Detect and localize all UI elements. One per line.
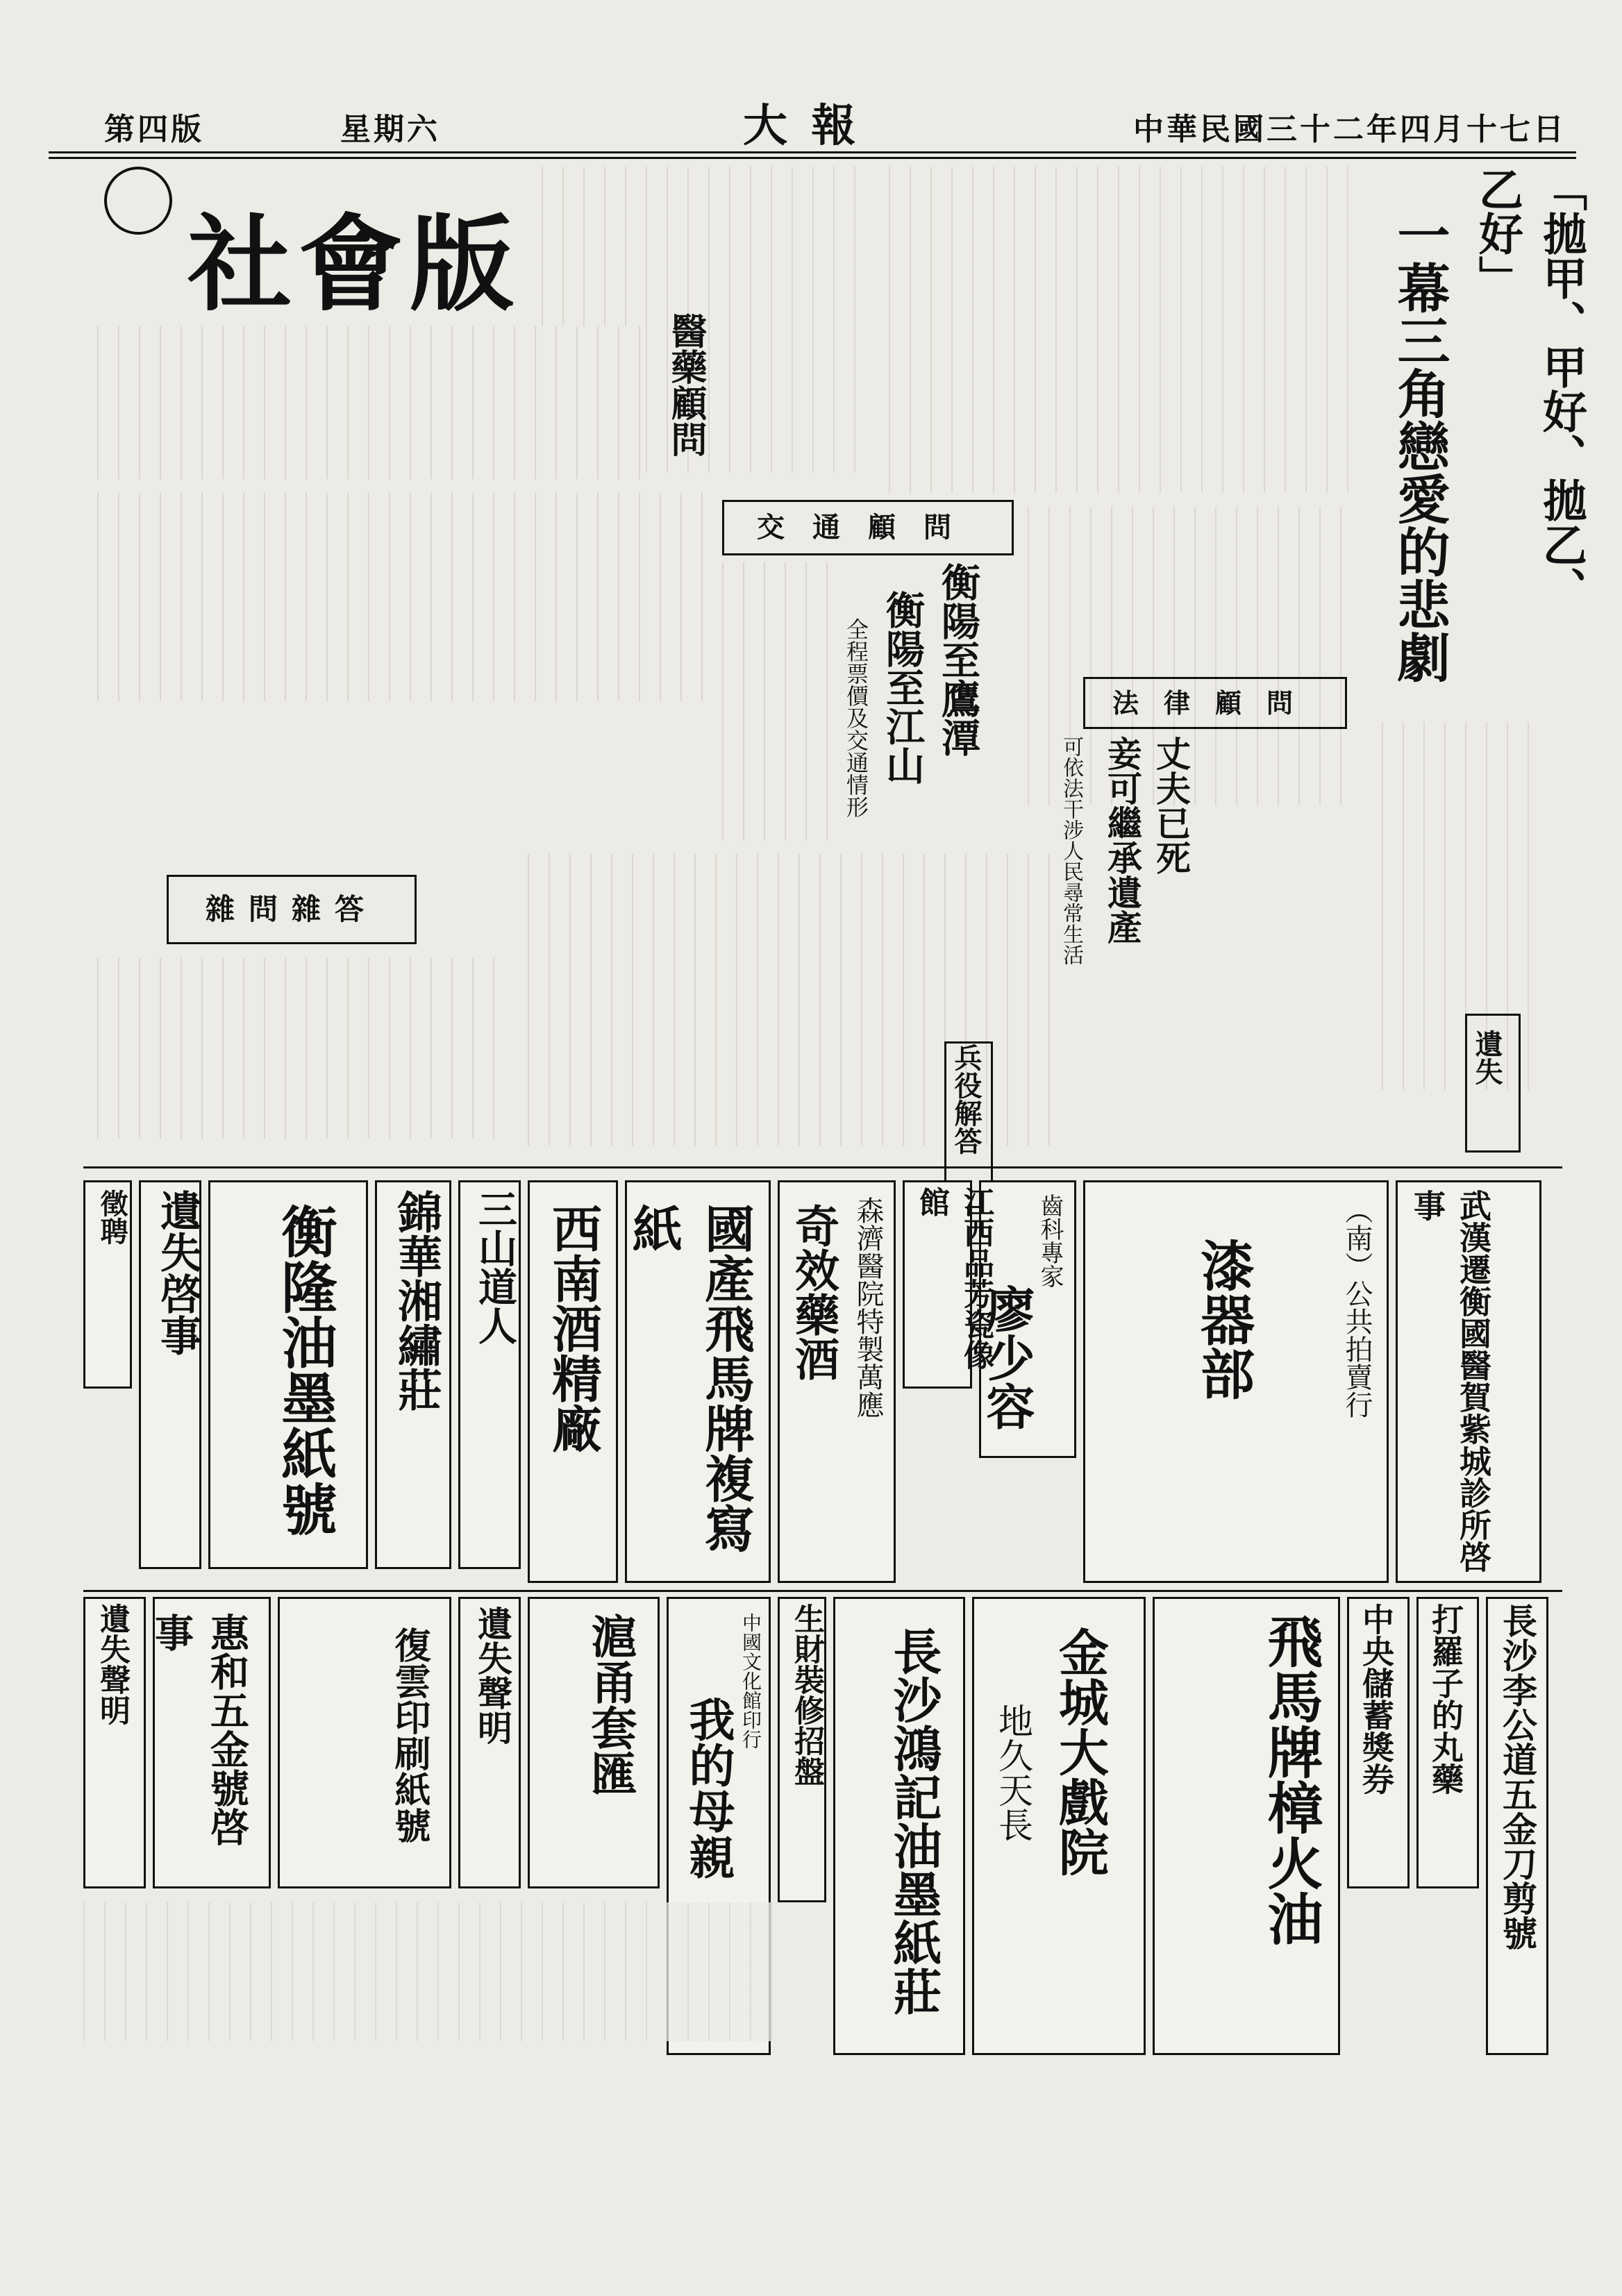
legal-headline-1 [1146, 736, 1196, 944]
ad-14 [1416, 1597, 1479, 1888]
masthead [0, 100, 1622, 152]
ad-11-title: 遺失啓事 [153, 1189, 202, 1356]
legal-headline-2 [1097, 736, 1147, 1000]
ad-9 [375, 1180, 451, 1569]
ad-23-title: 復雲印刷紙號 [388, 1627, 430, 1843]
ad-22-title: 遺失聲明 [472, 1606, 513, 1745]
section-title-text: 社會版 [187, 203, 521, 326]
main-article-body [889, 167, 1361, 493]
traffic-sub-text: 全程票價及交通情形 [843, 618, 869, 818]
legal-sub [1055, 736, 1086, 1028]
ads-mid-rule [83, 1590, 1562, 1592]
misc-qa-text: 雜問雜答 [205, 892, 378, 926]
ad-5 [778, 1180, 896, 1583]
masthead-rule [49, 151, 1576, 153]
main-headline-left [1465, 167, 1593, 611]
ad-20-line: 中國文化館印行 [739, 1613, 762, 1749]
ad-4 [903, 1180, 994, 1389]
main-headline-left-text: 「拋甲、甲好、拋乙、乙好」 [1471, 167, 1587, 611]
ad-16 [1153, 1597, 1340, 2055]
masthead-edition: 第四版 [104, 112, 204, 147]
ad-7-title: 西南酒精廠 [544, 1203, 603, 1453]
ad-9-title: 錦華湘繡莊 [390, 1189, 442, 1411]
misc-qa-body [97, 958, 514, 1139]
misc-qa-box [167, 875, 417, 944]
traffic-headline-2 [875, 590, 930, 812]
ad-25 [83, 1597, 146, 1888]
legal-consult-box [1083, 677, 1347, 729]
masthead-date: 中華民國三十二年四月十七日 [1133, 112, 1566, 147]
ad-13 [1486, 1597, 1548, 2055]
ads-top-rule [83, 1166, 1562, 1168]
traffic-headline-2-text: 衡陽至江山 [880, 590, 926, 785]
ad-10-title: 衡隆油墨紙號 [272, 1203, 337, 1536]
legal-consult-text: 法律顧問 [1112, 687, 1318, 719]
lost-items-box [1465, 1014, 1521, 1153]
ad-3-line: 齒科專家 [1036, 1193, 1064, 1288]
medical-consult-title [660, 312, 736, 479]
traffic-consult-box [722, 500, 1014, 555]
left-article-body [97, 493, 708, 701]
ad-17 [972, 1597, 1146, 2055]
traffic-body [722, 562, 833, 840]
ad-19 [778, 1597, 826, 1902]
masthead-rule-2 [49, 157, 1576, 159]
lost-items-text: 遺失 [1471, 1030, 1503, 1085]
ad-12 [83, 1180, 132, 1389]
ad-18 [833, 1597, 965, 2055]
ad-16-title: 飛馬牌樟火油 [1258, 1613, 1323, 1946]
ad-6 [625, 1180, 771, 1583]
ad-5-line: 森濟醫院特製萬應 [852, 1196, 884, 1418]
ad-13-title: 長沙李公道五金刀剪號 [1497, 1603, 1538, 1950]
legal-sub-text: 可依法干涉人民尋常生活 [1059, 736, 1083, 965]
traffic-sub [840, 618, 872, 840]
traffic-headline-1-text: 衡陽至鷹潭 [935, 562, 981, 757]
ad-11 [139, 1180, 201, 1569]
ad-14-title: 打羅子的丸藥 [1427, 1603, 1464, 1795]
ad-2 [1083, 1180, 1389, 1583]
ad-1 [1396, 1180, 1541, 1583]
masthead-title: 大 報 [743, 100, 860, 152]
ad-8-title: 三山道人 [472, 1189, 518, 1345]
ad-3-title-text: 廖少容 [978, 1284, 1036, 1430]
ad-15-title: 中央儲蓄獎券 [1357, 1603, 1395, 1795]
legal-headline-2-text: 妾可繼承遺產 [1102, 736, 1143, 944]
ad-2-title: 漆器部 [1192, 1238, 1255, 1400]
ad-21 [528, 1597, 660, 1888]
ad-17-title: 金城大戲院 [1051, 1627, 1110, 1877]
ad-15 [1347, 1597, 1410, 1888]
main-headline-right-text: 一幕三角戀愛的悲劇 [1389, 208, 1450, 683]
ad-1-title: 武漢遷衡國醫賀紫城診所啓事 [1409, 1189, 1492, 1573]
masthead-weekday: 星期六 [340, 112, 440, 147]
military-qa-text: 兵役解答 [950, 1044, 983, 1155]
ad-19-title: 生財裝修招盤 [789, 1603, 824, 1786]
ad-23 [278, 1597, 451, 1888]
section-title [187, 181, 521, 333]
ad-10 [208, 1180, 368, 1569]
main-headline-right [1382, 208, 1457, 722]
ad-7 [528, 1180, 618, 1583]
ad-25-title: 遺失聲明 [94, 1603, 130, 1725]
ad-5-title: 奇效藥酒 [787, 1203, 839, 1381]
ad-24 [149, 1597, 271, 1888]
traffic-headline-1 [930, 562, 986, 798]
ad-22 [458, 1597, 521, 1888]
ad-20-title: 我的母親 [681, 1696, 735, 1879]
ad-12-title: 徵聘 [96, 1189, 128, 1245]
bottom-ad-body [83, 1902, 778, 2041]
ad-18-title: 長沙鴻記油墨紙莊 [885, 1627, 943, 2016]
ad-8 [458, 1180, 521, 1569]
ad-4-title: 江西品芳瓷像館 [914, 1187, 994, 1370]
medical-consult-text: 醫藥顧問 [664, 312, 707, 457]
ad-6-title: 國產飛馬牌複寫紙 [624, 1203, 755, 1553]
traffic-consult-text: 交通顧問 [757, 511, 979, 544]
ad-24-title: 惠和五金號啓事 [149, 1613, 250, 1846]
medical-consult-body [97, 326, 646, 479]
ad-2-line: （南）公共拍賣行 [1341, 1196, 1373, 1418]
ad-17-line: 地久天長 [993, 1703, 1033, 1842]
legal-headline-1-text: 丈夫已死 [1151, 736, 1192, 875]
newspaper-logo-icon [104, 167, 172, 235]
ad-21-title: 滬甬套匯 [583, 1613, 637, 1796]
